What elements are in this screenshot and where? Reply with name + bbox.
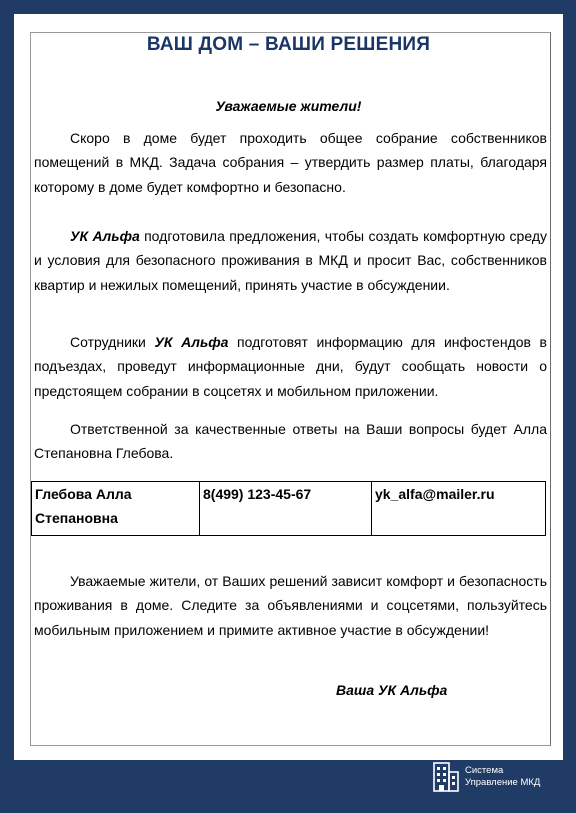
document-page (14, 14, 563, 760)
paragraph-meeting: Скоро в доме будет проходить общее собрание собственников помещений в МКД. Задача собрания – утвердить размер платы, благодаря которому в доме будет комфортно и безопасно. (34, 130, 547, 195)
page-title: ВАШ ДОМ – ВАШИ РЕШЕНИЯ (146, 34, 431, 55)
greeting: Уважаемые жители! (215, 98, 362, 114)
company-name: УК Альфа (154, 334, 229, 350)
paragraph-closing: Уважаемые жители, от Ваших решений зависит комфорт и безопасность проживания в доме. Следите за объявлениями и соцсетями, пользуйтесь мобильным приложением и примите активное участие в обсуждении! (34, 573, 547, 638)
contact-table (31, 481, 546, 536)
building-icon (433, 762, 459, 792)
paragraph-responsible: Ответственной за качественные ответы на Ваши вопросы будет Алла Степановна Глебова. (34, 421, 547, 462)
contact-name: Глебова Алла Степановна (32, 482, 200, 535)
paragraph-staff-text: подготовят информацию для инфостендов в подъездах, проведут информационные дни, будут сообщать новости о предстоящем собрании в соцсетях и мобильном приложении. (34, 334, 547, 399)
logo-line-1: Система (465, 765, 504, 776)
paragraph-proposals (34, 224, 547, 297)
paragraph-staff (34, 330, 547, 403)
contact-email: yk_alfa@mailer.ru (375, 486, 495, 502)
company-name: УК Альфа (70, 228, 140, 244)
paragraph-proposals-text: подготовила предложения, чтобы создать комфортную среду и условия для безопасного проживания в МКД и просит Вас, собственников квартир и нежилых помещений, принять участие в обсуждении. (34, 228, 547, 293)
logo (425, 760, 541, 796)
logo-text (465, 765, 540, 789)
signature: Ваша УК Альфа (336, 682, 448, 698)
contact-phone: 8(499) 123-45-67 (200, 482, 372, 535)
logo-line-2: Управление МКД (465, 777, 541, 788)
paragraph-staff-start: Сотрудники (70, 334, 155, 350)
